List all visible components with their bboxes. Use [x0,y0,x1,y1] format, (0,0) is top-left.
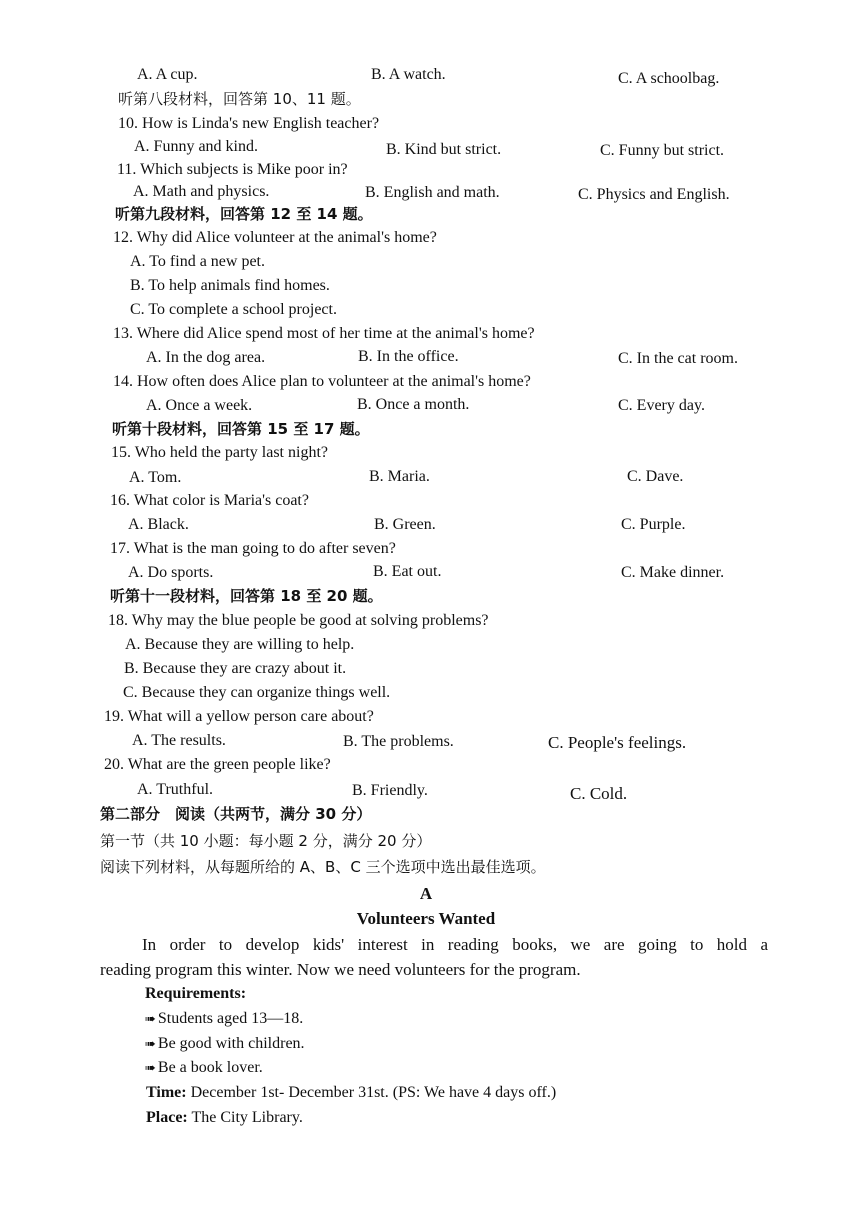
arrow-bullet-icon: ➠ [145,1061,156,1076]
requirement-item [145,1058,263,1079]
q20-option-a: A. Truthful. [137,781,214,798]
q13-option-a: A. In the dog area. [146,349,266,366]
q10-option-c: C. Funny but strict. [600,142,725,159]
requirement-text: Be a book lover. [157,1059,263,1076]
q17-option-a: A. Do sports. [128,564,214,581]
q9-option-c: C. A schoolbag. [618,70,720,87]
time-value: December 1st- December 31st. (PS: We have 4 days off.) [190,1084,557,1101]
q9-option-a: A. A cup. [137,66,198,83]
q14-option-c: C. Every day. [618,397,705,414]
q20-option-b: B. Friendly. [352,782,428,799]
passage-letter: A [419,884,433,903]
passage-line-2: reading program this winter. Now we need volunteers for the program. [100,960,581,979]
section-1-heading: 第一节（共 10 小题：每小题 2 分，满分 20 分） [100,832,432,850]
section-11-heading: 听第十一段材料，回答第 18 至 20 题。 [110,587,383,605]
q12-option-a: A. To find a new pet. [130,253,265,270]
time-line [146,1083,556,1103]
q16-option-a: A. Black. [128,516,189,533]
q13-stem: 13. Where did Alice spend most of her time at the animal's home? [113,325,535,342]
q14-stem: 14. How often does Alice plan to volunteer at the animal's home? [113,373,531,390]
section-9-heading: 听第九段材料，回答第 12 至 14 题。 [115,205,373,223]
q19-option-a: A. The results. [132,732,226,749]
q14-option-a: A. Once a week. [146,397,253,414]
arrow-bullet-icon: ➠ [145,1012,156,1027]
q17-option-c: C. Make dinner. [621,564,725,581]
q15-option-b: B. Maria. [369,468,430,485]
passage-line-1: In order to develop kids' interest in reading books, we are going to hold a [142,935,768,954]
time-label: Time: [146,1084,187,1101]
arrow-bullet-icon: ➠ [145,1037,156,1052]
q19-option-c: C. People's feelings. [548,733,687,752]
place-label: Place: [146,1109,188,1126]
q18-option-c: C. Because they can organize things well. [123,684,391,701]
q14-option-b: B. Once a month. [357,396,470,413]
place-line [146,1108,303,1128]
q15-option-c: C. Dave. [627,468,684,485]
requirement-item [145,1034,305,1055]
q18-option-b: B. Because they are crazy about it. [124,660,347,677]
q12-option-b: B. To help animals find homes. [130,277,330,294]
q11-stem: 11. Which subjects is Mike poor in? [117,161,348,178]
requirement-item [145,1009,303,1030]
q13-option-c: C. In the cat room. [618,350,738,367]
q15-option-a: A. Tom. [129,469,182,486]
passage-title: Volunteers Wanted [356,909,496,928]
q10-option-b: B. Kind but strict. [386,141,502,158]
q16-option-b: B. Green. [374,516,436,533]
reading-instruction: 阅读下列材料，从每题所给的 A、B、C 三个选项中选出最佳选项。 [100,858,546,876]
q11-option-b: B. English and math. [365,184,500,201]
q12-stem: 12. Why did Alice volunteer at the animal's home? [113,229,437,246]
q19-stem: 19. What will a yellow person care about? [104,708,374,725]
q18-stem: 18. Why may the blue people be good at solving problems? [108,612,489,629]
q15-stem: 15. Who held the party last night? [111,444,328,461]
section-8-heading: 听第八段材料，回答第 10、11 题。 [118,90,361,108]
q17-option-b: B. Eat out. [373,563,442,580]
section-10-heading: 听第十段材料，回答第 15 至 17 题。 [112,420,370,438]
q9-option-b: B. A watch. [371,66,446,83]
q20-option-c: C. Cold. [570,784,628,803]
q10-stem: 10. How is Linda's new English teacher? [118,115,380,132]
requirements-label: Requirements: [145,985,247,1002]
q17-stem: 17. What is the man going to do after seven? [110,540,396,557]
q20-stem: 20. What are the green people like? [104,756,331,773]
q11-option-a: A. Math and physics. [133,183,270,200]
q18-option-a: A. Because they are willing to help. [125,636,355,653]
place-value: The City Library. [191,1109,303,1126]
requirement-text: Students aged 13—18. [157,1010,304,1027]
q11-option-c: C. Physics and English. [578,186,730,203]
q19-option-b: B. The problems. [343,733,454,750]
q10-option-a: A. Funny and kind. [134,138,258,155]
q16-stem: 16. What color is Maria's coat? [110,492,309,509]
q16-option-c: C. Purple. [621,516,686,533]
q13-option-b: B. In the office. [358,348,459,365]
requirement-text: Be good with children. [157,1035,305,1052]
q12-option-c: C. To complete a school project. [130,301,337,318]
part-2-heading: 第二部分 阅读（共两节，满分 30 分） [100,805,372,823]
